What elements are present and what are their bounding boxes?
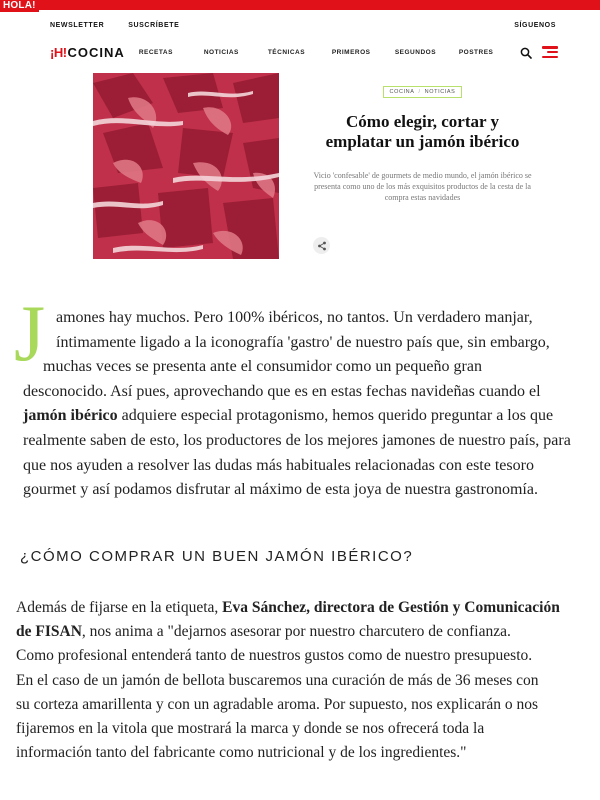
paragraph-text: , nos anima a "dejarnos asesorar por nuestro charcutero de confianza. bbox=[81, 623, 511, 641]
nav-item-segundos[interactable]: SEGUNDOS bbox=[394, 48, 437, 56]
paragraph-line bbox=[16, 620, 586, 644]
paragraph-line: Como profesional entenderá tanto de nuestros gustos como de nuestro presupuesto. bbox=[16, 647, 533, 665]
paragraph-line: muchas veces se presenta ante el consumidor como un pequeño gran bbox=[43, 358, 482, 376]
follow-link[interactable]: SÍGUENOS bbox=[514, 22, 556, 29]
hamburger-icon[interactable] bbox=[542, 46, 558, 58]
article-title: Cómo elegir, cortar y emplatar un jamón ibérico bbox=[325, 112, 520, 151]
paragraph-line: su corteza amarillenta y con un agradable aroma. Por supuesto, nos explicarán o nos bbox=[16, 695, 539, 713]
logo-word: COCINA bbox=[67, 44, 125, 60]
breadcrumb-item-noticias[interactable]: NOTICIAS bbox=[424, 89, 456, 95]
nav-item-postres[interactable]: POSTRES bbox=[458, 48, 494, 56]
paragraph-line bbox=[16, 596, 586, 620]
intro-paragraph bbox=[23, 306, 583, 503]
nav-menu bbox=[139, 49, 499, 56]
top-brand-bar bbox=[0, 0, 600, 10]
paragraph-line: que nos ayuden a resolver las dudas más habituales relacionadas con este tesoro bbox=[23, 456, 534, 474]
paragraph-text: Además de fijarse en la etiqueta, bbox=[16, 599, 223, 616]
ham-slices-image bbox=[93, 73, 279, 259]
paragraph-line: información tanto del fabricante como nutricional y de los ingredientes." bbox=[16, 744, 467, 762]
newsletter-link[interactable]: NEWSLETTER bbox=[50, 22, 105, 29]
logo-mark: ¡H! bbox=[50, 44, 67, 60]
bold-company: de FISAN bbox=[16, 623, 82, 641]
breadcrumb-item-cocina[interactable]: COCINA bbox=[389, 89, 415, 95]
paragraph-line: íntimamente ligado a la iconografía 'gastro' de nuestro país que, sin embargo, bbox=[56, 333, 550, 351]
paragraph-line: amones hay muchos. Pero 100% ibéricos, no tantos. Un verdadero manjar, bbox=[56, 309, 533, 326]
buying-paragraph bbox=[16, 596, 586, 765]
section-heading bbox=[20, 548, 413, 565]
paragraph-line: desconocido. Así pues, aprovechando que es en estas fechas navideñas cuando el bbox=[23, 382, 541, 400]
nav-item-recetas[interactable]: RECETAS bbox=[138, 48, 173, 56]
section-heading-text: ¿CÓMO COMPRAR UN BUEN JAMÓN IBÉRICO? bbox=[20, 548, 414, 565]
main-nav bbox=[50, 42, 558, 62]
drop-cap: J bbox=[14, 290, 46, 378]
paragraph-line bbox=[23, 404, 583, 429]
paragraph-line: En el caso de un jamón de bellota buscaremos una curación de más de 36 meses con bbox=[16, 671, 539, 689]
paragraph-text: adquiere especial protagonismo, hemos querido preguntar a los que bbox=[117, 407, 554, 425]
bold-name: Eva Sánchez, directora de Gestión y Comunicación bbox=[222, 599, 560, 616]
share-button[interactable] bbox=[313, 237, 330, 254]
paragraph-line: fijaremos en la vitola que mostrará la marca y donde se nos ofrecerá toda la bbox=[16, 720, 485, 738]
nav-item-primeros[interactable]: PRIMEROS bbox=[331, 48, 371, 56]
paragraph-line: realmente saben de esto, los productores de los mejores jamones de nuestro país, para bbox=[23, 431, 571, 449]
search-icon[interactable] bbox=[520, 46, 532, 58]
site-logo[interactable] bbox=[50, 45, 125, 60]
hola-badge[interactable]: HOLA! bbox=[0, 0, 39, 12]
nav-item-noticias[interactable]: NOTICIAS bbox=[203, 48, 239, 56]
paragraph-line: gourmet y así podamos disfrutar al máximo de esta joya de nuestra gastronomía. bbox=[23, 481, 538, 499]
subscribe-link[interactable]: SUSCRÍBETE bbox=[128, 22, 180, 29]
breadcrumb: COCINA / NOTICIAS bbox=[383, 86, 463, 98]
article-header bbox=[305, 80, 540, 203]
utility-bar bbox=[50, 22, 556, 34]
share-icon bbox=[317, 241, 327, 251]
jamon-iberico-link[interactable]: jamón ibérico bbox=[23, 407, 118, 425]
nav-item-tecnicas[interactable]: TÉCNICAS bbox=[267, 48, 306, 56]
article-subtitle: Vicio 'confesable' de gourmets de medio mundo, el jamón ibérico se presenta como uno de los más exquisitos productos de la cesta de la compra estas navidades bbox=[313, 171, 532, 202]
